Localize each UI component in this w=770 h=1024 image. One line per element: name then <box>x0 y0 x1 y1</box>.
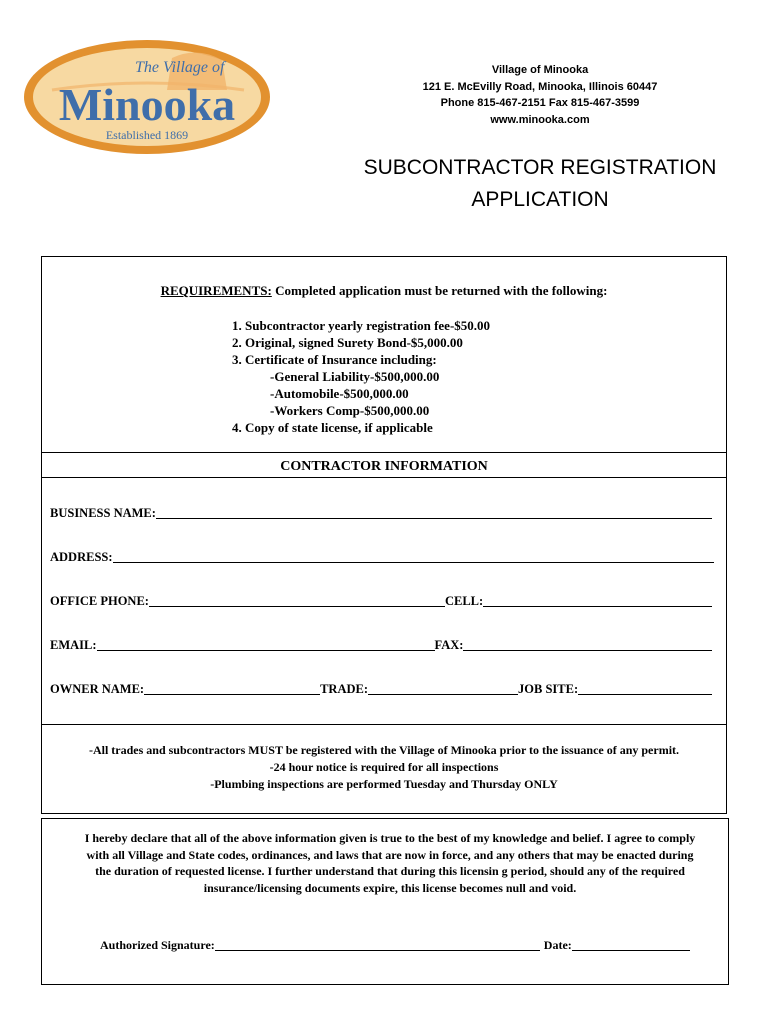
note-line: -24 hour notice is required for all inspections <box>269 760 499 774</box>
requirement-subitem: -General Liability-$500,000.00 <box>270 369 440 384</box>
declaration-line: the duration of requested license. I further understand that during this licensin g period, should any of the required <box>95 864 685 878</box>
requirements-heading <box>42 283 726 299</box>
date-field[interactable] <box>572 939 690 951</box>
requirement-item: 3. Certificate of Insurance including: <box>232 352 437 367</box>
trade-label: TRADE: <box>320 682 369 696</box>
section-divider <box>42 724 726 725</box>
declaration-line: with all Village and State codes, ordinances, and laws that are now in force, and any others that may be enacted during <box>86 847 694 862</box>
business-name-row <box>50 506 712 521</box>
date-label: Date: <box>543 938 572 952</box>
email-row <box>50 638 712 653</box>
address-label: ADDRESS: <box>50 550 113 564</box>
requirements-list <box>232 317 490 436</box>
phone-row <box>50 594 712 609</box>
email-field[interactable] <box>97 638 435 651</box>
signature-label: Authorized Signature: <box>100 938 215 952</box>
contractor-fields-box <box>41 478 727 814</box>
trade-field[interactable] <box>368 682 518 695</box>
cell-label: CELL: <box>444 594 484 608</box>
fax-field[interactable] <box>463 638 712 651</box>
owner-name-label: OWNER NAME: <box>50 682 145 696</box>
office-phone-label: OFFICE PHONE: <box>50 594 149 608</box>
requirement-item: 4. Copy of state license, if applicable <box>232 420 433 435</box>
job-site-label: JOB SITE: <box>518 682 579 696</box>
title-line-1: SUBCONTRACTOR REGISTRATION <box>363 156 717 179</box>
requirement-subitem: -Automobile-$500,000.00 <box>270 386 409 401</box>
requirement-item: 1. Subcontractor yearly registration fee-$50.00 <box>232 318 491 333</box>
logo-name: Minooka <box>58 79 236 130</box>
logo-subtitle: The Village of <box>135 59 225 76</box>
business-name-label: BUSINESS NAME: <box>50 506 156 520</box>
org-name: Village of Minooka <box>491 64 589 76</box>
fax-label: FAX: <box>434 638 464 652</box>
requirements-label: REQUIREMENTS: <box>160 283 272 298</box>
address-field[interactable] <box>113 550 714 563</box>
org-website: www.minooka.com <box>490 113 590 126</box>
declaration-text <box>62 830 718 896</box>
village-logo <box>22 38 272 156</box>
note-line: -All trades and subcontractors MUST be registered with the Village of Minooka prior to the issuance of any permit. <box>88 743 680 757</box>
job-site-field[interactable] <box>578 682 712 695</box>
org-address: 121 E. McEvilly Road, Minooka, Illinois 60447 <box>422 80 658 93</box>
requirements-text: Completed application must be returned with the following: <box>271 283 608 298</box>
logo-emblem <box>22 38 272 156</box>
note-line: -Plumbing inspections are performed Tuesday and Thursday ONLY <box>210 777 558 791</box>
declaration-line: I hereby declare that all of the above information given is true to the best of my knowledge and belief. I agree to comply <box>84 831 696 845</box>
owner-row <box>50 682 712 697</box>
registration-notes <box>42 742 726 793</box>
contractor-info-heading: CONTRACTOR INFORMATION <box>41 453 727 478</box>
requirement-subitem: -Workers Comp-$500,000.00 <box>270 403 430 418</box>
requirement-item: 2. Original, signed Surety Bond-$5,000.00 <box>232 335 463 350</box>
document-title <box>350 152 730 216</box>
title-line-2: APPLICATION <box>471 188 609 211</box>
owner-name-field[interactable] <box>144 682 320 695</box>
cell-field[interactable] <box>483 594 712 607</box>
declaration-box <box>41 818 729 985</box>
requirements-box <box>41 256 727 453</box>
village-contact-info <box>400 62 680 128</box>
email-label: EMAIL: <box>50 638 97 652</box>
office-phone-field[interactable] <box>149 594 445 607</box>
declaration-line: insurance/licensing documents expire, this license becomes null and void. <box>203 880 577 895</box>
logo-established: Established 1869 <box>105 128 189 142</box>
org-phone-fax: Phone 815-467-2151 Fax 815-467-3599 <box>440 97 640 109</box>
signature-row <box>100 938 690 953</box>
business-name-field[interactable] <box>156 506 712 519</box>
signature-field[interactable] <box>215 939 540 951</box>
address-row <box>50 550 714 565</box>
